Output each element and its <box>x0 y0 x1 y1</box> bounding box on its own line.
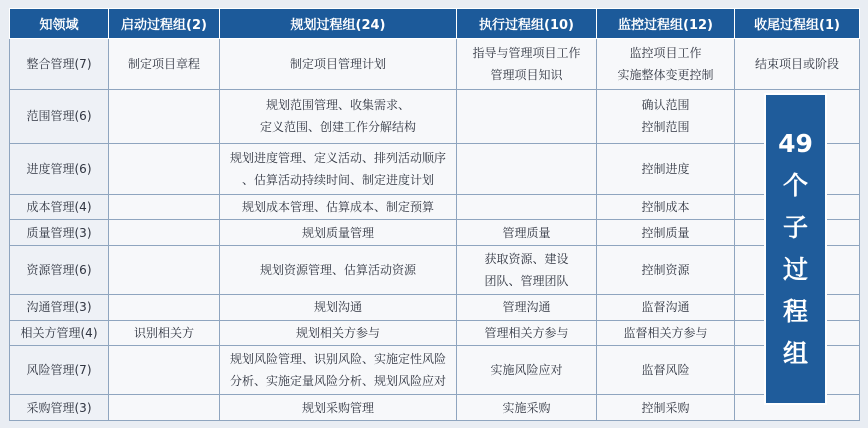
process-name: 、估算活动持续时间、制定进度计划 <box>241 172 434 187</box>
process-name: 规划成本管理、估算成本、制定预算 <box>241 200 434 215</box>
badge-char: 49 <box>778 129 813 158</box>
initiating-cell <box>109 295 220 321</box>
executing-cell <box>457 395 597 421</box>
process-name: 管理沟通 <box>502 300 551 315</box>
planning-cell <box>220 143 457 194</box>
table-row <box>10 194 860 220</box>
executing-cell <box>457 220 597 246</box>
process-name: 获取资源、建设 <box>484 251 569 266</box>
process-name: 监督相关方参与 <box>623 325 708 340</box>
initiating-cell <box>109 194 220 220</box>
closing-cell <box>735 39 860 90</box>
process-name: 管理质量 <box>502 225 551 240</box>
executing-cell <box>457 39 597 90</box>
initiating-cell <box>109 346 220 395</box>
process-name: 控制成本 <box>641 200 690 215</box>
table-row <box>10 90 860 143</box>
badge-char: 个 <box>782 171 808 200</box>
process-name: 定义范围、创建工作分解结构 <box>259 120 416 135</box>
process-name: 规划采购管理 <box>301 400 374 415</box>
monitoring-cell <box>597 346 735 395</box>
header-planning: 规划过程组(24) <box>220 9 457 39</box>
process-name: 规划质量管理 <box>301 225 374 240</box>
process-name: 规划相关方参与 <box>295 325 380 340</box>
table-row <box>10 295 860 321</box>
header-row <box>10 9 860 39</box>
executing-cell <box>457 245 597 294</box>
knowledge-area-cell: 采购管理(3) <box>10 395 109 421</box>
process-name: 监控项目工作 <box>629 46 702 61</box>
process-name: 确认范围 <box>641 98 690 113</box>
badge-char: 过 <box>782 255 808 284</box>
knowledge-area-cell: 相关方管理(4) <box>10 320 109 346</box>
process-name: 规划风险管理、识别风险、实施定性风险 <box>229 352 446 367</box>
executing-cell <box>457 295 597 321</box>
planning-cell <box>220 39 457 90</box>
process-name: 团队、管理团队 <box>484 273 569 288</box>
process-name: 监督沟通 <box>641 300 690 315</box>
table-row <box>10 220 860 246</box>
badge-char: 子 <box>782 213 808 242</box>
initiating-cell <box>109 245 220 294</box>
process-name: 实施整体变更控制 <box>617 68 714 83</box>
monitoring-cell <box>597 90 735 143</box>
process-name: 制定项目章程 <box>127 57 200 72</box>
knowledge-area-cell: 风险管理(7) <box>10 346 109 395</box>
monitoring-cell <box>597 295 735 321</box>
initiating-cell <box>109 220 220 246</box>
table-row <box>10 320 860 346</box>
header-initiating: 启动过程组(2) <box>109 9 220 39</box>
process-name: 控制采购 <box>641 400 690 415</box>
process-name: 规划进度管理、定义活动、排列活动顺序 <box>229 150 446 165</box>
monitoring-cell <box>597 245 735 294</box>
monitoring-cell <box>597 39 735 90</box>
process-name: 规划范围管理、收集需求、 <box>265 98 410 113</box>
table-row <box>10 39 860 90</box>
process-name: 控制进度 <box>641 161 690 176</box>
table-row <box>10 395 860 421</box>
monitoring-cell <box>597 320 735 346</box>
planning-cell <box>220 90 457 143</box>
header-knowledge-area: 知领域 <box>10 9 109 39</box>
planning-cell <box>220 245 457 294</box>
knowledge-area-cell: 质量管理(3) <box>10 220 109 246</box>
process-name: 规划沟通 <box>313 300 362 315</box>
monitoring-cell <box>597 194 735 220</box>
process-name: 结束项目或阶段 <box>754 57 839 72</box>
executing-cell <box>457 90 597 143</box>
knowledge-area-cell: 沟通管理(3) <box>10 295 109 321</box>
monitoring-cell <box>597 395 735 421</box>
initiating-cell <box>109 143 220 194</box>
badge-char: 组 <box>782 339 808 368</box>
process-name: 管理相关方参与 <box>484 325 569 340</box>
planning-cell <box>220 220 457 246</box>
initiating-cell <box>109 320 220 346</box>
table-row <box>10 346 860 395</box>
header-monitoring: 监控过程组(12) <box>597 9 735 39</box>
badge-char: 程 <box>782 297 808 326</box>
monitoring-cell <box>597 220 735 246</box>
planning-cell <box>220 320 457 346</box>
process-name: 识别相关方 <box>133 325 194 340</box>
initiating-cell <box>109 39 220 90</box>
knowledge-area-cell: 进度管理(6) <box>10 143 109 194</box>
process-name: 管理项目知识 <box>490 68 563 83</box>
planning-cell <box>220 346 457 395</box>
executing-cell <box>457 346 597 395</box>
knowledge-area-cell: 成本管理(4) <box>10 194 109 220</box>
header-closing: 收尾过程组(1) <box>735 9 860 39</box>
planning-cell <box>220 295 457 321</box>
process-groups-table <box>9 8 860 421</box>
table-row <box>10 143 860 194</box>
planning-cell <box>220 395 457 421</box>
process-name: 控制质量 <box>641 225 690 240</box>
process-name: 控制资源 <box>641 262 690 277</box>
executing-cell <box>457 194 597 220</box>
process-name: 控制范围 <box>641 120 690 135</box>
process-name: 规划资源管理、估算活动资源 <box>259 262 416 277</box>
executing-cell <box>457 320 597 346</box>
planning-cell <box>220 194 457 220</box>
executing-cell <box>457 143 597 194</box>
process-name: 指导与管理项目工作 <box>472 46 581 61</box>
initiating-cell <box>109 395 220 421</box>
knowledge-area-cell: 整合管理(7) <box>10 39 109 90</box>
process-name: 分析、实施定量风险分析、规划风险应对 <box>229 374 446 389</box>
process-name: 实施采购 <box>502 400 551 415</box>
header-executing: 执行过程组(10) <box>457 9 597 39</box>
total-processes-badge <box>764 93 827 405</box>
process-name: 实施风险应对 <box>490 363 563 378</box>
process-name: 监督风险 <box>641 363 690 378</box>
initiating-cell <box>109 90 220 143</box>
knowledge-area-cell: 范围管理(6) <box>10 90 109 143</box>
process-name: 制定项目管理计划 <box>289 57 386 72</box>
table-row <box>10 245 860 294</box>
monitoring-cell <box>597 143 735 194</box>
knowledge-area-cell: 资源管理(6) <box>10 245 109 294</box>
